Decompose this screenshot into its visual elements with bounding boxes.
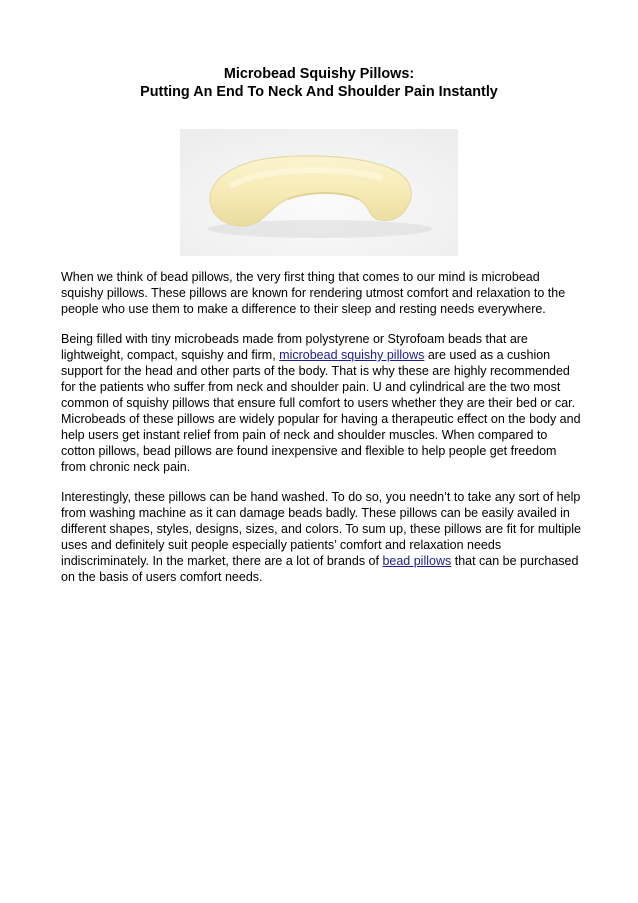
paragraph-3-text-after: that can be purchased on the basis of users comfort needs. [61, 554, 579, 584]
paragraph-1: When we think of bead pillows, the very first thing that comes to our mind is microbead squishy pillows. These pillows are known for rendering utmost comfort and relaxation to the people who use them to make a difference to their sleep and resting needs everywhere. [61, 270, 566, 316]
pillow-photo [180, 129, 458, 256]
title-line-2: Putting An End To Neck And Shoulder Pain Instantly [140, 84, 498, 100]
article-body [61, 269, 581, 599]
bead-pillows-link[interactable]: bead pillows [382, 554, 452, 568]
paragraph-2 [61, 331, 581, 475]
document-title [0, 65, 638, 101]
paragraph-2-text-before: Being filled with tiny microbeads made from polystyrene or Styrofoam beads that are lightweight, compact, squishy and firm, [61, 332, 528, 362]
paragraph-2-text-after: are used as a cushion support for the head and other parts of the body. That is why these are highly recommended for the patients who suffer from neck and shoulder pain. U and cylindrical are the two most common of squishy pillows that ensure full comfort to users whether they are their bed or car. Microbeads of these pillows are widely popular for having a therapeutic effect on the body and help users get instant relief from pain of neck and shoulder muscles. When compared to cotton pillows, bead pillows are found inexpensive and flexible to help people get freedom from chronic neck pain. [61, 348, 581, 474]
paragraph-3-text-before: Interestingly, these pillows can be hand washed. To do so, you needn’t to take any sort of help from washing machine as it can damage beads badly. These pillows can be easily availed in different shapes, styles, designs, sizes, and colors. To sum up, these pillows are fit for multiple uses and definitely suit people especially patients’ comfort and relaxation needs indiscriminately. In the market, there are a lot of brands of [61, 490, 581, 568]
microbead-squishy-pillows-link[interactable]: microbead squishy pillows [279, 348, 425, 362]
pillow-illustration [180, 129, 458, 256]
paragraph-3 [61, 489, 581, 585]
title-line-1: Microbead Squishy Pillows: [223, 66, 415, 82]
